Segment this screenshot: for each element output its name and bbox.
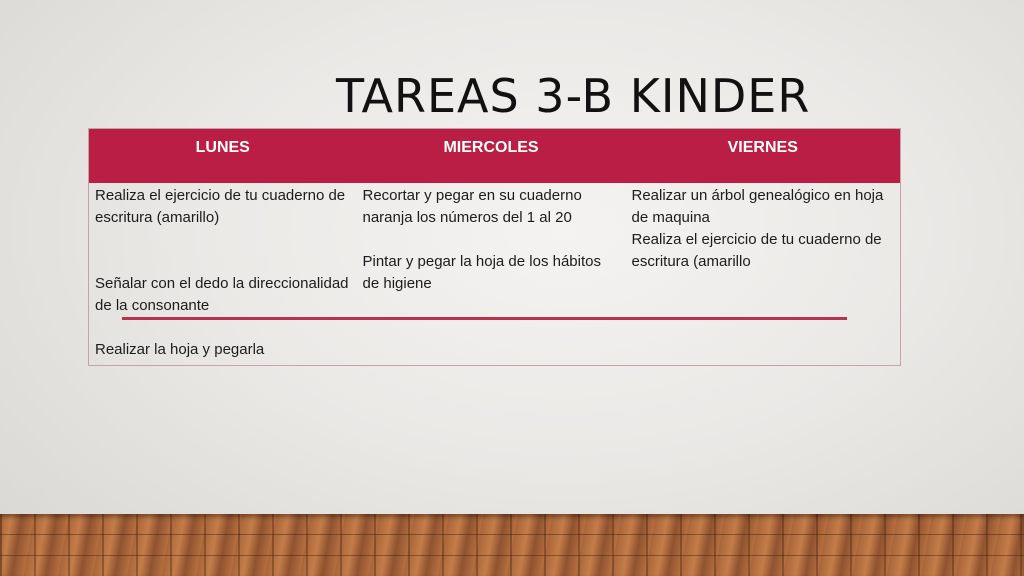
floor-seam [0, 555, 1024, 556]
divider-line [122, 317, 847, 320]
column-header-miercoles: MIERCOLES [357, 129, 626, 183]
wood-floor [0, 514, 1024, 576]
cell-viernes [626, 183, 901, 366]
task-item: Pintar y pegar la hoja de los hábitos de higiene [362, 252, 601, 292]
table-header-row [89, 129, 901, 183]
task-item: Realiza el ejercicio de tu cuaderno de escritura (amarillo) [95, 186, 346, 226]
task-item: Realizar la hoja y pegarla [95, 340, 265, 358]
task-item: Realiza el ejercicio de tu cuaderno de escritura (amarillo [631, 230, 882, 270]
task-item: Realizar un árbol genealógico en hoja de maquina [631, 186, 884, 226]
table-row [89, 183, 901, 366]
cell-miercoles [357, 183, 626, 366]
tasks-table [88, 128, 901, 366]
column-header-viernes: VIERNES [626, 129, 901, 183]
slide-title: TAREAS 3-B KINDER [336, 68, 811, 123]
task-item: Señalar con el dedo la direccionalidad de la consonante [95, 274, 349, 314]
cell-lunes [89, 183, 357, 366]
floor-seam [0, 534, 1024, 535]
column-header-lunes: LUNES [89, 129, 357, 183]
task-item: Recortar y pegar en su cuaderno naranja los números del 1 al 20 [362, 186, 582, 226]
